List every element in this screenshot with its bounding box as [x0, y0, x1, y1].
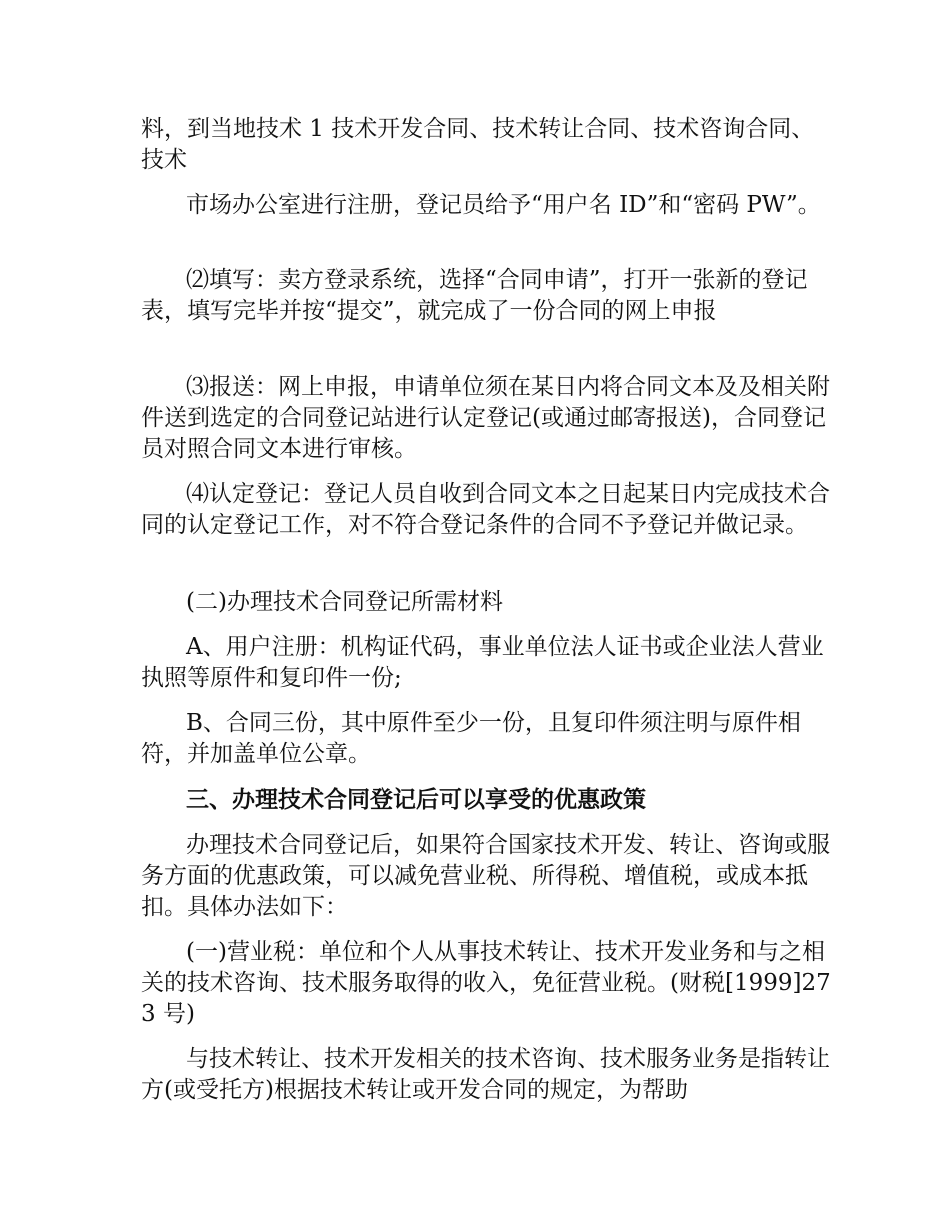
paragraph-6: (二)办理技术合同登记所需材料	[186, 589, 503, 615]
paragraph-11: 与技术转让、技术开发相关的技术咨询、技术服务业务是指转让方(或受托方)根据技术转让或开发合同的规定，为帮助	[141, 1046, 830, 1103]
paragraph-8: B、合同三份，其中原件至少一份，且复印件须注明与原件相符，并加盖单位公章。	[141, 710, 801, 767]
section-heading: 三、办理技术合同登记后可以享受的优惠政策	[186, 786, 646, 813]
paragraph-4: ⑶报送：网上申报，申请单位须在某日内将合同文本及及相关附件送到选定的合同登记站进行认定登记(或通过邮寄报送)，合同登记员对照合同文本进行审核。	[141, 374, 830, 462]
paragraph-10: (一)营业税：单位和个人从事技术转让、技术开发业务和与之相关的技术咨询、技术服务取得的收入，免征营业税。(财税[1999]273 号)	[141, 939, 831, 1027]
paragraph-1: 料，到当地技术 1 技术开发合同、技术转让合同、技术咨询合同、技术	[141, 116, 815, 173]
paragraph-2: 市场办公室进行注册，登记员给予“用户名 ID”和“密码 PW”。	[186, 192, 821, 218]
paragraph-5: ⑷认定登记：登记人员自收到合同文本之日起某日内完成技术合同的认定登记工作，对不符合登记条件的合同不予登记并做记录。	[141, 481, 830, 538]
paragraph-9: 办理技术合同登记后，如果符合国家技术开发、转让、咨询或服务方面的优惠政策，可以减免营业税、所得税、增值税，或成本抵扣。具体办法如下：	[141, 832, 830, 920]
paragraph-7: A、用户注册：机构证代码，事业单位法人证书或企业法人营业执照等原件和复印件一份;	[141, 634, 824, 691]
paragraph-3: ⑵填写：卖方登录系统，选择“合同申请”，打开一张新的登记表，填写完毕并按“提交”，就完成了一份合同的网上申报	[141, 267, 808, 324]
